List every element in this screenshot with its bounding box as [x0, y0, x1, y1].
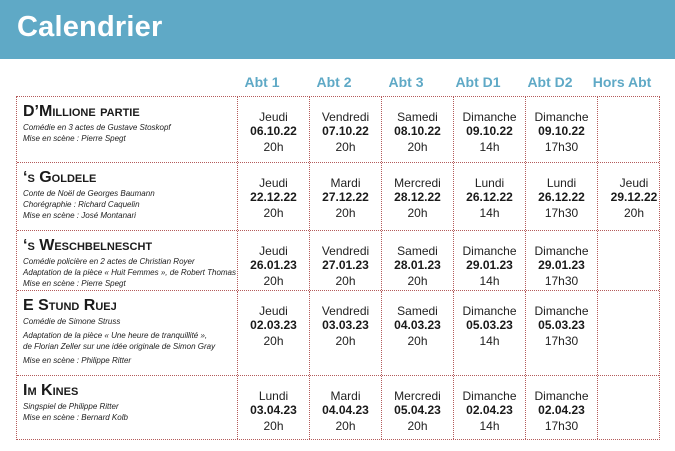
play-detail-line: Mise en scène : Pierre Spegt [23, 134, 126, 143]
show-time: 20h [335, 274, 356, 288]
show-cell [526, 291, 598, 375]
show-time: 20h [263, 274, 284, 288]
column-headers [0, 74, 675, 94]
show-day: Jeudi [619, 176, 649, 190]
show-time: 20h [407, 274, 428, 288]
show-cell [526, 97, 598, 162]
play-details [23, 256, 237, 289]
play-details [23, 188, 237, 221]
show-day: Dimanche [534, 389, 589, 403]
empty-cell [598, 291, 670, 375]
show-date: 02.04.23 [466, 403, 513, 417]
play-info-cell [17, 97, 238, 162]
column-header: Hors Abt [592, 74, 652, 90]
show-date: 27.01.23 [322, 258, 369, 272]
show-cell [454, 376, 526, 439]
show-cell [526, 163, 598, 230]
show-date: 05.03.23 [466, 318, 513, 332]
show-date: 26.12.22 [466, 190, 513, 204]
play-detail-line: de Florian Zeller sur une idée originale de Simon Gray [23, 342, 216, 351]
show-day: Lundi [474, 176, 505, 190]
show-day: Lundi [258, 389, 289, 403]
empty-cell [598, 376, 670, 439]
show-cell [454, 163, 526, 230]
show-cell [310, 376, 382, 439]
show-date: 26.12.22 [538, 190, 585, 204]
play-detail-line: Chorégraphie : Richard Caquelin [23, 200, 140, 209]
empty-cell [598, 231, 670, 290]
column-header: Abt D2 [527, 74, 573, 90]
show-cell [238, 291, 310, 375]
show-time: 14h [479, 206, 500, 220]
show-time: 20h [335, 140, 356, 154]
show-date: 05.03.23 [538, 318, 585, 332]
header-banner [0, 0, 675, 59]
show-cell [382, 291, 454, 375]
show-cell [454, 97, 526, 162]
play-info-cell [17, 376, 238, 439]
column-header: Abt D1 [455, 74, 501, 90]
show-time: 20h [335, 419, 356, 433]
show-day: Samedi [397, 304, 438, 318]
show-day: Dimanche [462, 389, 517, 403]
table-row [17, 291, 659, 376]
play-detail-line: Singspiel de Philippe Ritter [23, 402, 119, 411]
show-date: 05.04.23 [394, 403, 441, 417]
play-title: ‘s Goldele [23, 169, 97, 186]
table-row [17, 97, 659, 163]
show-date: 28.12.22 [394, 190, 441, 204]
page-title: Calendrier [17, 11, 163, 43]
show-time: 14h [479, 274, 500, 288]
show-date: 03.03.23 [322, 318, 369, 332]
show-time: 14h [479, 140, 500, 154]
show-time: 20h [263, 334, 284, 348]
show-cell [310, 163, 382, 230]
show-cell [526, 231, 598, 290]
show-cell [382, 231, 454, 290]
show-time: 20h [263, 206, 284, 220]
show-date: 03.04.23 [250, 403, 297, 417]
show-day: Vendredi [321, 304, 370, 318]
show-day: Vendredi [321, 244, 370, 258]
show-date: 29.01.23 [466, 258, 513, 272]
play-detail-line: Adaptation de la pièce « Huit Femmes », de Robert Thomas [23, 268, 236, 277]
show-time: 20h [335, 334, 356, 348]
show-day: Lundi [546, 176, 577, 190]
show-cell [382, 163, 454, 230]
show-date: 04.03.23 [394, 318, 441, 332]
empty-cell [598, 97, 670, 162]
show-day: Vendredi [321, 110, 370, 124]
show-day: Dimanche [462, 244, 517, 258]
play-info-cell [17, 231, 238, 290]
show-date: 09.10.22 [466, 124, 513, 138]
show-date: 04.04.23 [322, 403, 369, 417]
play-title: E Stund Ruej [23, 297, 117, 314]
show-time: 20h [407, 334, 428, 348]
play-info-cell [17, 291, 238, 375]
show-time: 17h30 [544, 419, 579, 433]
play-title: ‘s Weschbelnescht [23, 237, 153, 254]
play-detail-line: Mise en scène : Bernard Kolb [23, 413, 128, 422]
show-day: Jeudi [259, 244, 288, 258]
show-time: 17h30 [544, 140, 579, 154]
show-cell [238, 376, 310, 439]
show-day: Mardi [330, 176, 361, 190]
play-detail-line: Mise en scène : Pierre Spegt [23, 279, 126, 288]
show-time: 20h [263, 419, 284, 433]
show-day: Dimanche [462, 110, 517, 124]
show-cell [454, 231, 526, 290]
play-detail-line: Mise en scène : José Montanari [23, 211, 136, 220]
table-row [17, 376, 659, 439]
show-time: 20h [407, 206, 428, 220]
show-cell [238, 163, 310, 230]
show-time: 14h [479, 419, 500, 433]
play-detail-line: Adaptation de la pièce « Une heure de tranquillité », [23, 331, 208, 340]
column-header: Abt 3 [388, 74, 424, 90]
show-cell [310, 231, 382, 290]
show-cell [598, 163, 670, 230]
show-cell [310, 291, 382, 375]
show-day: Jeudi [259, 304, 288, 318]
show-cell [310, 97, 382, 162]
show-cell [526, 376, 598, 439]
show-time: 20h [623, 206, 645, 220]
show-day: Samedi [397, 244, 438, 258]
show-time: 20h [407, 140, 428, 154]
play-details [23, 401, 237, 423]
play-title: Im Kines [23, 382, 79, 399]
show-time: 17h30 [544, 206, 579, 220]
show-time: 20h [407, 419, 428, 433]
show-date: 02.03.23 [250, 318, 297, 332]
show-day: Dimanche [534, 244, 589, 258]
show-day: Dimanche [534, 304, 589, 318]
show-time: 20h [335, 206, 356, 220]
play-detail-line: Conte de Noël de Georges Baumann [23, 189, 155, 198]
show-time: 20h [263, 140, 284, 154]
show-date: 06.10.22 [250, 124, 297, 138]
show-date: 02.04.23 [538, 403, 585, 417]
show-day: Samedi [397, 110, 438, 124]
show-cell [238, 97, 310, 162]
show-time: 17h30 [544, 274, 579, 288]
play-details [23, 316, 237, 366]
play-detail-line: Mise en scène : Philippe Ritter [23, 356, 132, 365]
play-title: D’Millione partie [23, 103, 140, 120]
show-date: 26.01.23 [250, 258, 297, 272]
show-date: 08.10.22 [394, 124, 441, 138]
show-date: 22.12.22 [250, 190, 297, 204]
show-date: 29.01.23 [538, 258, 585, 272]
show-time: 17h30 [544, 334, 579, 348]
show-date: 27.12.22 [322, 190, 369, 204]
show-day: Mercredi [394, 389, 441, 403]
show-day: Jeudi [259, 176, 288, 190]
play-detail-line: Comédie de Simone Struss [23, 317, 121, 326]
table-row [17, 163, 659, 231]
show-day: Dimanche [462, 304, 517, 318]
play-info-cell [17, 163, 238, 230]
show-cell [454, 291, 526, 375]
show-cell [382, 376, 454, 439]
show-day: Dimanche [534, 110, 589, 124]
column-header: Abt 1 [244, 74, 280, 90]
show-cell [382, 97, 454, 162]
show-cell [238, 231, 310, 290]
play-details [23, 122, 237, 144]
play-detail-line: Comédie policière en 2 actes de Christian Royer [23, 257, 195, 266]
show-day: Mercredi [394, 176, 441, 190]
play-detail-line: Comédie en 3 actes de Gustave Stoskopf [23, 123, 171, 132]
show-day: Jeudi [259, 110, 288, 124]
show-date: 07.10.22 [322, 124, 369, 138]
show-date: 28.01.23 [394, 258, 441, 272]
show-date: 09.10.22 [538, 124, 585, 138]
schedule-table [16, 96, 660, 440]
show-day: Mardi [330, 389, 361, 403]
column-header: Abt 2 [316, 74, 352, 90]
show-date: 29.12.22 [610, 190, 658, 204]
table-row [17, 231, 659, 291]
show-time: 14h [479, 334, 500, 348]
